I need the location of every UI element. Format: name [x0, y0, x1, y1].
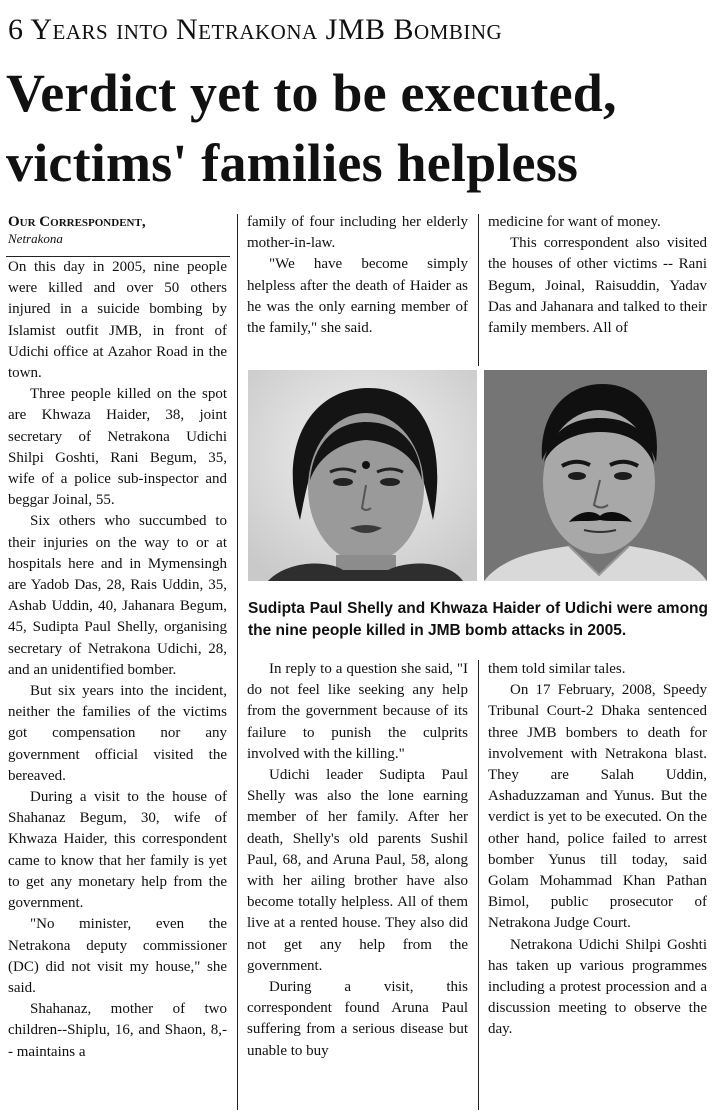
column-2-bottom: [247, 659, 468, 1111]
kicker: 6 Years into Netrakona JMB Bombing: [8, 13, 503, 46]
paragraph: family of four including her elderly mother-in-law.: [247, 214, 468, 252]
paragraph: But six years into the incident, neither the families of the victims got compensation nor any government official visited the bereaved.: [8, 683, 227, 784]
column-3-bottom: [488, 659, 707, 1111]
paragraph: This correspondent also visited the houses of other victims -- Rani Begum, Joinal, Raisuddin, Yadav Das and Jahanara and talked to their family members. All of: [488, 235, 707, 337]
paragraph: Udichi leader Sudipta Paul Shelly was also the lone earning member of her family. After her death, Shelly's old parents Sushil Paul, 68, and Aruna Paul, 58, along with her ailing brother have also become totally helpless. All of them live at a rented house. They also did not get any help from the government.: [247, 767, 468, 974]
paragraph: Netrakona Udichi Shilpi Goshti has taken up various programmes including a protest procession and a discussion meeting to observe the day.: [488, 936, 707, 1038]
column-rule-mid-bottom: [478, 660, 479, 1110]
photo-caption: Sudipta Paul Shelly and Khwaza Haider of Udichi were among the nine people killed in JMB bomb attacks in 2005.: [248, 600, 708, 639]
paragraph: medicine for want of money.: [488, 214, 661, 230]
paragraph: Three people killed on the spot are Khwaza Haider, 38, joint secretary of Netrakona Udichi Shilpi Goshti, Rani Begum, 35, wife of a police sub-inspector and beggar Joinal, 55.: [8, 386, 227, 509]
paragraph: them told similar tales.: [488, 661, 626, 677]
byline-place: Netrakona: [8, 231, 63, 246]
column-rule-mid-top: [478, 214, 479, 366]
photo-sudipta-paul-shelly: [248, 370, 477, 581]
column-3-top: [488, 212, 707, 364]
paragraph: During a visit to the house of Shahanaz Begum, 30, wife of Khwaza Haider, this correspondent came to know that her family is yet to get any monetary help from the government.: [8, 789, 227, 912]
paragraph: Six others who succumbed to their injuries on the way to or at hospitals here and in Mymensingh are Yadob Das, 28, Rais Uddin, 35, Ashab Uddin, 40, Jahanara Begum, 45, Sudipta Paul Shelly, organising secretary of Netrakona Udichi, 28, and an unidentified bomber.: [8, 513, 227, 678]
column-2-top: [247, 212, 468, 364]
paragraph: In reply to a question she said, "I do not feel like seeking any help from the government because of its failure to punish the culprits involved with the killing.": [247, 661, 468, 762]
paragraph: On this day in 2005, nine people were killed and over 50 others injured in a suicide bombing by Islamist outfit JMB, in front of Udichi office at Azahor Road in the town.: [8, 259, 227, 382]
paragraph: During a visit, this correspondent found Aruna Paul suffering from a serious disease but unable to buy: [247, 979, 468, 1059]
column-1: [8, 213, 227, 1111]
byline-name: Our Correspondent,: [8, 214, 146, 230]
headline: Verdict yet to be executed, victims' families helpless: [6, 63, 617, 193]
paragraph: Shahanaz, mother of two children--Shiplu, 16, and Shaon, 8,-- maintains a: [8, 1001, 227, 1060]
photo-khwaza-haider: [484, 370, 707, 581]
column-rule-left: [237, 214, 238, 1110]
paragraph: "We have become simply helpless after the death of Haider as he was the only earning member of the family," she said.: [247, 256, 468, 337]
paragraph: "No minister, even the Netrakona deputy commissioner (DC) did not visit my house," she said.: [8, 916, 227, 996]
paragraph: On 17 February, 2008, Speedy Tribunal Court-2 Dhaka sentenced three JMB bombers to death for involvement with Netrakona blast. They are Salah Uddin, Ashaduzzaman and Yunus. But the verdict is yet to be executed. On the other hand, police failed to arrest bomber Yunus till today, said Golam Mohammad Khan Pathan Bimol, public prosecutor of Netrakona Judge Court.: [488, 682, 707, 932]
portrait-man-icon: [484, 370, 707, 581]
portrait-woman-icon: [248, 370, 477, 581]
